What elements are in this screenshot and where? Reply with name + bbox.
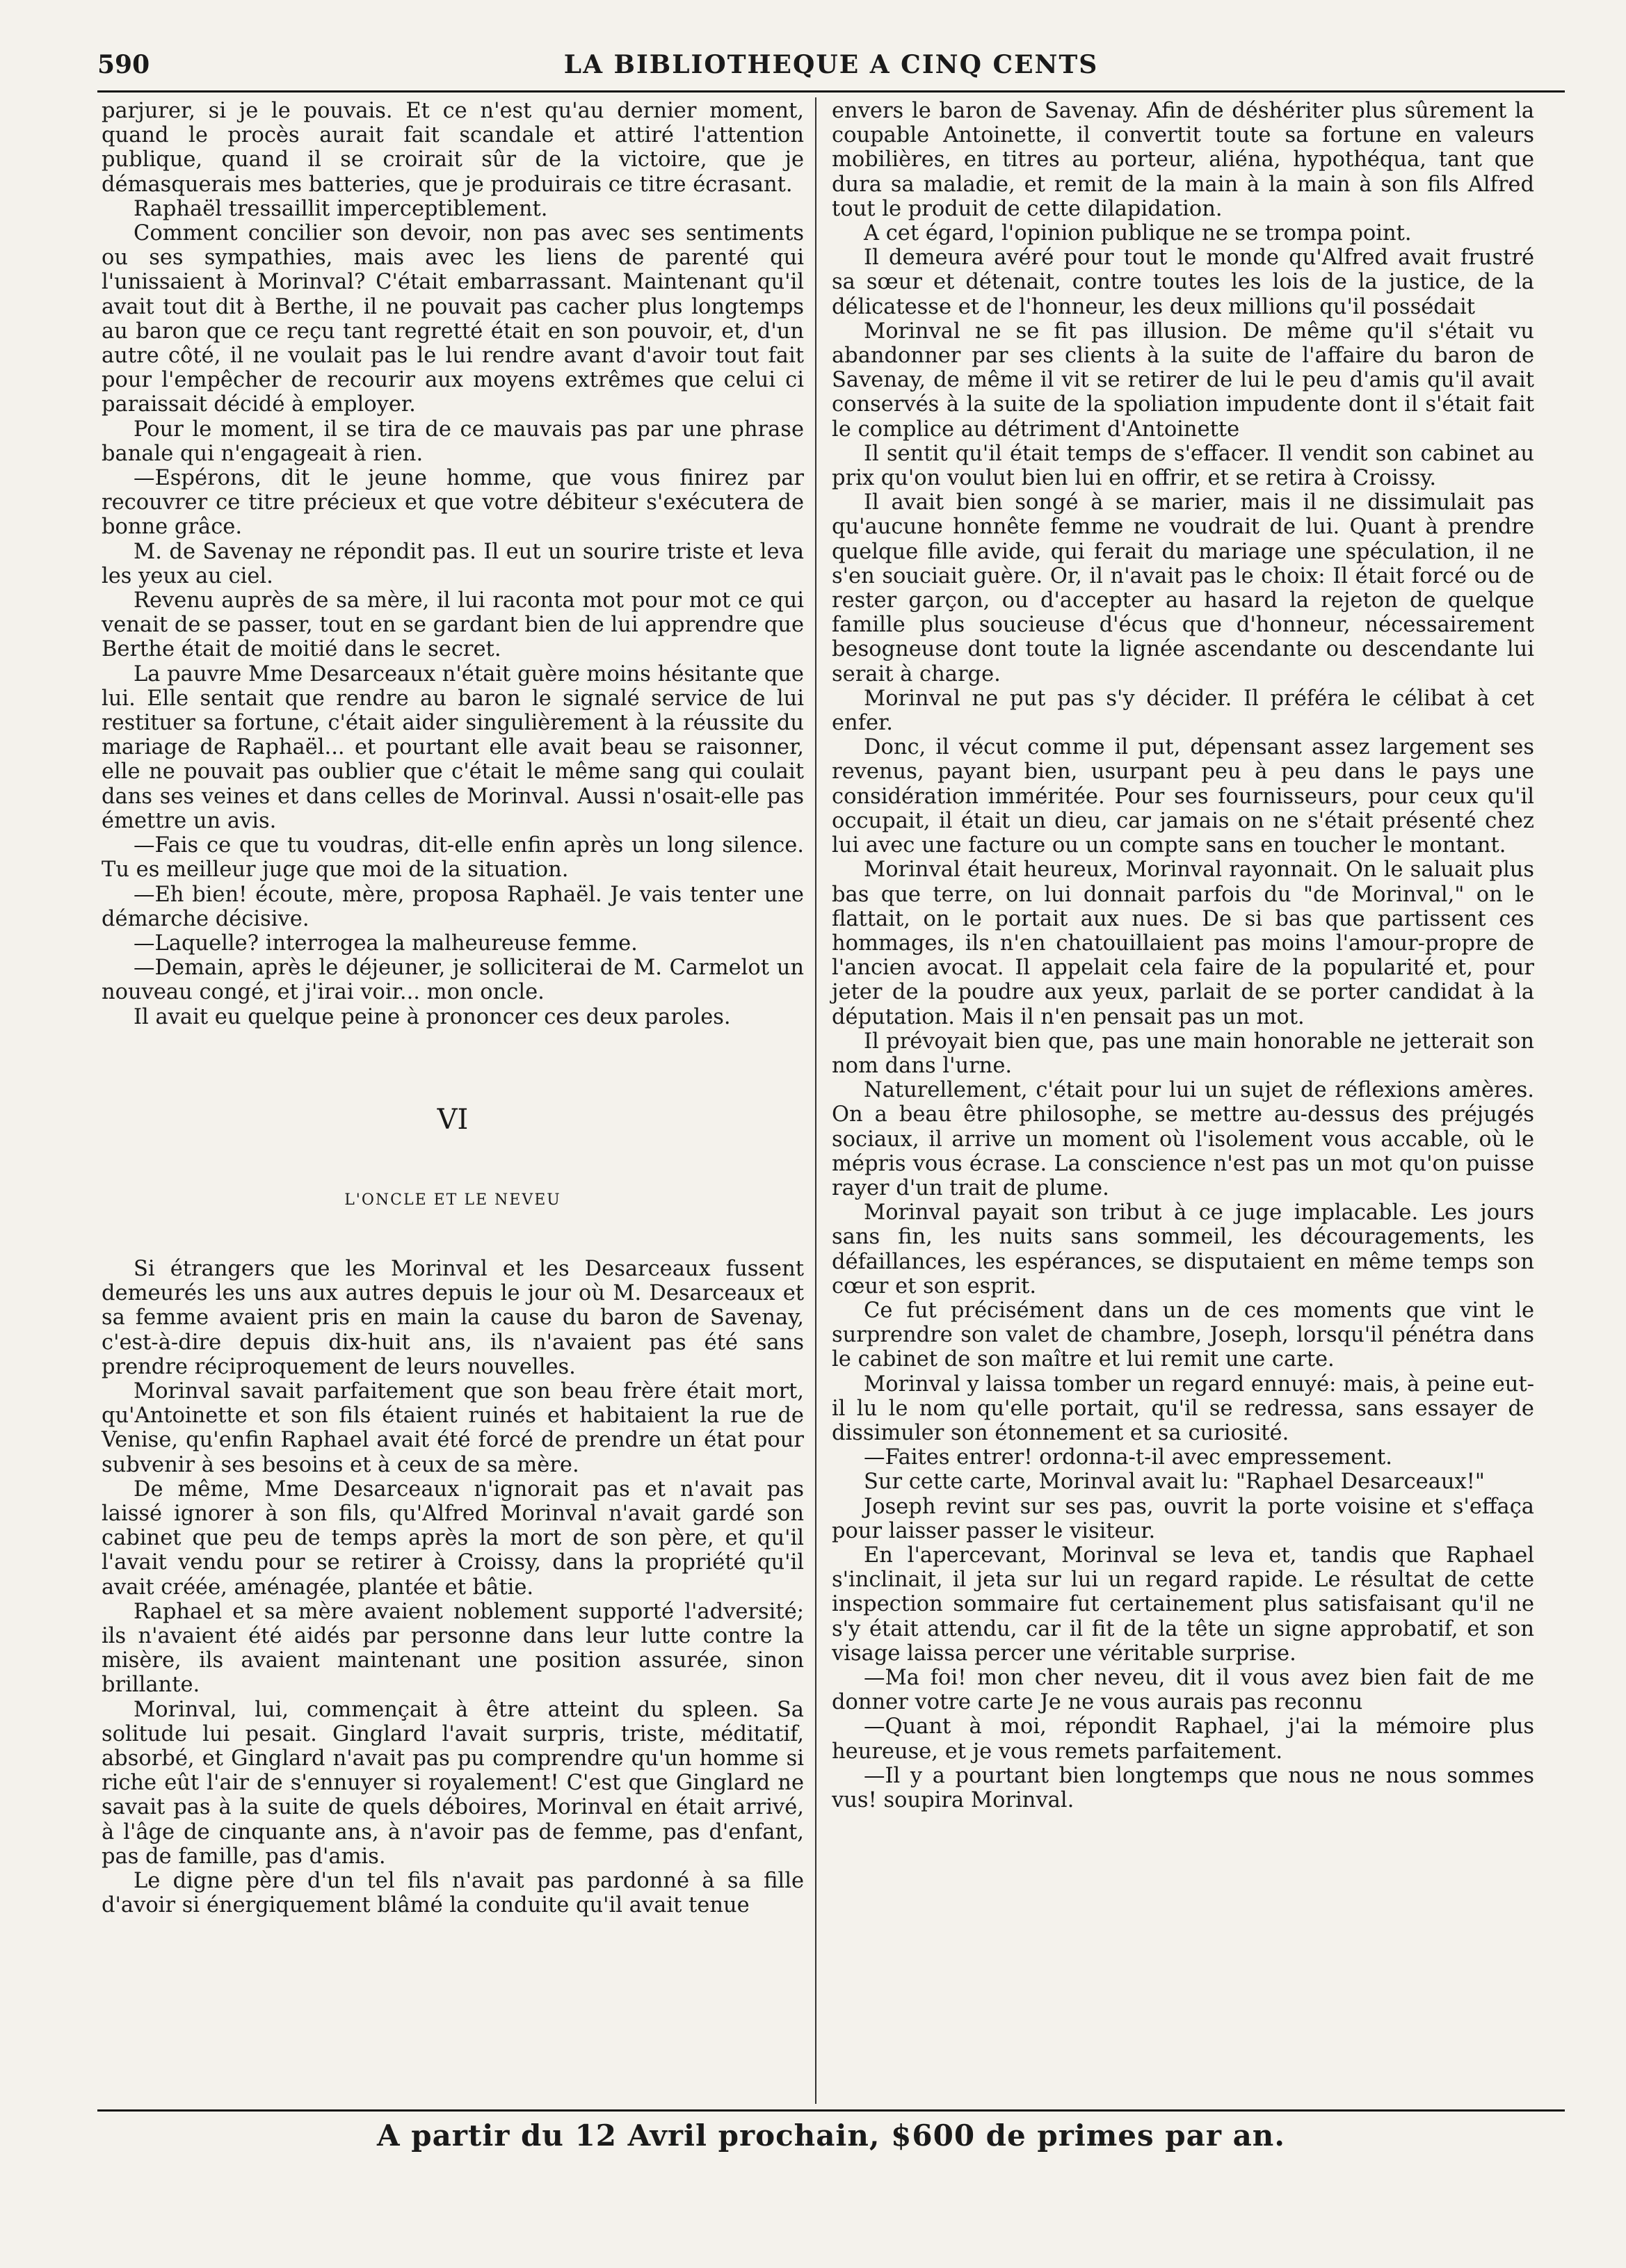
paragraph: —Il y a pourtant bien longtemps que nous ne nous sommes vus! soupira Morinval. [832,1763,1534,1813]
paragraph: Ce fut précisément dans un de ces moments que vint le surprendre son valet de chambre, Joseph, lorsqu'il pénétra dans le cabinet de son maître et lui remit une carte. [832,1298,1534,1372]
paragraph: Il sentit qu'il était temps de s'effacer. Il vendit son cabinet au prix qu'on voulut bien lui en offrir, et se retira à Croissy. [832,441,1534,491]
paragraph: Raphael et sa mère avaient noblement supporté l'adversité; ils n'avaient été aidés par personne dans leur lutte contre la misère, ils avaient maintenant une position assurée, sinon brillante. [102,1599,804,1698]
paragraph: Il avait eu quelque peine à prononcer ces deux paroles. [134,1004,731,1029]
paragraph: Sur cette carte, Morinval avait lu: "Raphael Desarceaux!" [864,1470,1485,1495]
paragraph: Donc, il vécut comme il put, dépensant assez largement ses revenus, payant bien, usurpant peu à peu dans le pays une considération imméritée. Pour ses fournisseurs, pour ceux qu'il occupait, il était un dieu, car jamais on ne s'était présenté chez lui avec une facture ou un compte sans en toucher le montant. [832,735,1534,858]
paragraph: Morinval y laissa tomber un regard ennuyé: mais, à peine eut-il lu le nom qu'elle portait, qu'il se redressa, sans essayer de dissimuler son étonnement et sa curiosité. [832,1372,1534,1445]
paragraph: Il avait bien songé à se marier, mais il ne dissimulait pas qu'aucune honnête femme ne voudrait de lui. Quant à prendre quelque fille avide, qui ferait du mariage une spéculation, il ne s'en souciait guère. Or, il n'avait pas le choix: Il était forcé ou de rester garçon, ou d'accepter au hasard la rejeton de quelque famille plus soucieuse d'écus que d'honneur, nécessairement besogneuse dont toute la lignée ascendante ou descendante lui serait à charge. [832,490,1534,686]
paragraph: De même, Mme Desarceaux n'ignorait pas et n'avait pas laissé ignorer à son fils, qu'Alfred Morinval n'avait gardé son cabinet que peu de temps après la mort de son père, et qu'il l'avait vendu pour se retirer à Croissy, dans la propriété qu'il avait créée, aménagée, plantée et bâtie. [102,1477,804,1600]
paragraph: Si étrangers que les Morinval et les Desarceaux fussent demeurés les uns aux autres depuis le jour où M. Desarceaux et sa femme avaient pris en main la cause du baron de Savenay, c'est-à-dire depuis dix-huit ans, ils n'avaient pas été sans prendre réciproquement de leurs nouvelles. [102,1256,804,1379]
paragraph: Morinval était heureux, Morinval rayonnait. On le saluait plus bas que terre, on lui donnait parfois du "de Morinval," on le flattait, on le portait aux nues. De si bas que partissent ces hommages, ils n'en chatouillaient pas moins l'amour-propre de l'ancien avocat. Il appelait cela faire de la popularité et, pour jeter de la poudre aux yeux, parlait de se porter candidat à la députation. Mais il n'en pensait pas un mot. [832,858,1534,1029]
paragraph: —Fais ce que tu voudras, dit-elle enfin après un long silence. Tu es meilleur juge que moi de la situation. [102,833,804,883]
running-title: LA BIBLIOTHEQUE A CINQ CENTS [563,50,1099,79]
left-column [102,99,804,1917]
paragraph: Morinval payait son tribut à ce juge implacable. Les jours sans fin, les nuits sans sommeil, les découragements, les défaillances, les espérances, se disputaient en même temps son cœur et son esprit. [832,1200,1534,1298]
footer-rule [97,2109,1565,2112]
paragraph: —Laquelle? interrogea la malheureuse femme. [134,931,638,956]
paragraph: Raphaël tressaillit imperceptiblement. [134,196,548,221]
right-column [832,99,1534,1812]
chapter-number: VI [437,1103,469,1136]
paragraph: —Espérons, dit le jeune homme, que vous finirez par recouvrer ce titre précieux et que votre débiteur s'exécutera de bonne grâce. [102,466,804,540]
paragraph: Morinval savait parfaitement que son beau frère était mort, qu'Antoinette et son fils étaient ruinés et habitaient la rue de Venise, qu'enfin Raphael avait été forcé de prendre un état pour subvenir à ses besoins et à ceux de sa mère. [102,1378,804,1477]
paragraph: parjurer, si je le pouvais. Et ce n'est qu'au dernier moment, quand le procès aurait fait scandale et attiré l'attention publique, quand il se croirait sûr de la victoire, que je démasquerais mes batteries, que je produirais ce titre écrasant. [102,99,804,197]
footer-notice: A partir du 12 Avril prochain, $600 de primes par an. [377,2118,1285,2153]
paragraph: La pauvre Mme Desarceaux n'était guère moins hésitante que lui. Elle sentait que rendre au baron le signalé service de lui restituer sa fortune, c'était aider singulièrement à la réussite du mariage de Raphaël... et pourtant elle avait beau se raisonner, elle ne pouvait pas oublier que c'était le même sang qui coulait dans ses veines et dans celles de Morinval. Aussi n'osait-elle pas émettre un avis. [102,661,804,833]
header-rule [97,90,1565,93]
paragraph: A cet égard, l'opinion publique ne se trompa point. [864,221,1412,246]
paragraph: Revenu auprès de sa mère, il lui raconta mot pour mot ce qui venait de se passer, tout en se gardant bien de lui apprendre que Berthe était de moitié dans le secret. [102,588,804,662]
chapter-title: L'ONCLE ET LE NEVEU [344,1191,561,1209]
column-divider [815,97,816,2104]
paragraph: Joseph revint sur ses pas, ouvrit la porte voisine et s'effaça pour laisser passer le visiteur. [832,1494,1534,1543]
paragraph: —Quant à moi, répondit Raphael, j'ai la mémoire plus heureuse, et je vous remets parfaitement. [832,1714,1534,1764]
paragraph: Pour le moment, il se tira de ce mauvais pas par une phrase banale qui n'engageait à rien. [102,417,804,466]
paragraph: envers le baron de Savenay. Afin de déshériter plus sûrement la coupable Antoinette, il convertit toute sa fortune en valeurs mobilières, en titres au porteur, aliéna, hypothéqua, tant que dura sa maladie, et remit de la main à la main à son fils Alfred tout le produit de cette dilapidation. [832,99,1534,221]
paragraph: M. de Savenay ne répondit pas. Il eut un sourire triste et leva les yeux au ciel. [102,539,804,588]
paragraph: —Ma foi! mon cher neveu, dit il vous avez bien fait de me donner votre carte Je ne vous aurais pas reconnu [832,1666,1534,1715]
page-header [97,50,1565,89]
paragraph: Il prévoyait bien que, pas une main honorable ne jetterait son nom dans l'urne. [832,1029,1534,1078]
paragraph: Le digne père d'un tel fils n'avait pas pardonné à sa fille d'avoir si énergiquement blâmé la conduite qu'il avait tenue [102,1869,804,1918]
paragraph: En l'apercevant, Morinval se leva et, tandis que Raphael s'inclinait, il jeta sur lui un regard rapide. Le résultat de cette inspection sommaire fut certainement plus satisfaisant qu'il ne s'y était attendu, car il fit de la tête un signe approbatif, et son visage laissa percer une véritable surprise. [832,1543,1534,1666]
paragraph: Morinval ne put pas s'y décider. Il préféra le célibat à cet enfer. [832,686,1534,736]
paragraph: —Demain, après le déjeuner, je solliciterai de M. Carmelot un nouveau congé, et j'irai voir... mon oncle. [102,956,804,1005]
page-number: 590 [97,50,150,79]
paragraph: Naturellement, c'était pour lui un sujet de réflexions amères. On a beau être philosophe, se mettre au-dessus des préjugés sociaux, il arrive un moment où l'isolement vous accable, où le mépris vous écrase. La conscience n'est pas un mot qu'on puisse rayer d'un trait de plume. [832,1078,1534,1200]
paragraph: —Faites entrer! ordonna-t-il avec empressement. [864,1445,1392,1470]
paragraph: Morinval, lui, commençait à être atteint du spleen. Sa solitude lui pesait. Ginglard l'avait surpris, triste, méditatif, absorbé, et Ginglard n'avait pas pu comprendre qu'un homme si riche eût l'air de s'ennuyer si royalement! C'est que Ginglard ne savait pas à la suite de quels déboires, Morinval en était arrivé, à l'âge de cinquante ans, à n'avoir pas de femme, pas d'enfant, pas de famille, pas d'amis. [102,1697,804,1869]
paragraph: Il demeura avéré pour tout le monde qu'Alfred avait frustré sa sœur et détenait, contre toutes les lois de la justice, de la délicatesse et de l'honneur, les deux millions qu'il possédait [832,246,1534,319]
paragraph: —Eh bien! écoute, mère, proposa Raphaël. Je vais tenter une démarche décisive. [102,882,804,931]
paragraph: Morinval ne se fit pas illusion. De même qu'il s'était vu abandonner par ses clients à la suite de l'affaire du baron de Savenay, de même il vit se retirer de lui le peu d'amis qu'il avait conservés à la suite de la spoliation impudente dont il s'était fait le complice au détriment d'Antoinette [832,319,1534,442]
paragraph: Comment concilier son devoir, non pas avec ses sentiments ou ses sympathies, mais avec les liens de parenté qui l'unissaient à Morinval? C'était embarrassant. Maintenant qu'il avait tout dit à Berthe, il ne pouvait pas cacher plus longtemps au baron que ce reçu tant regretté était en son pouvoir, et, d'un autre côté, il ne voulait pas le lui rendre avant d'avoir tout fait pour l'empêcher de recourir aux moyens extrêmes que celui ci paraissait décidé à employer. [102,221,804,417]
